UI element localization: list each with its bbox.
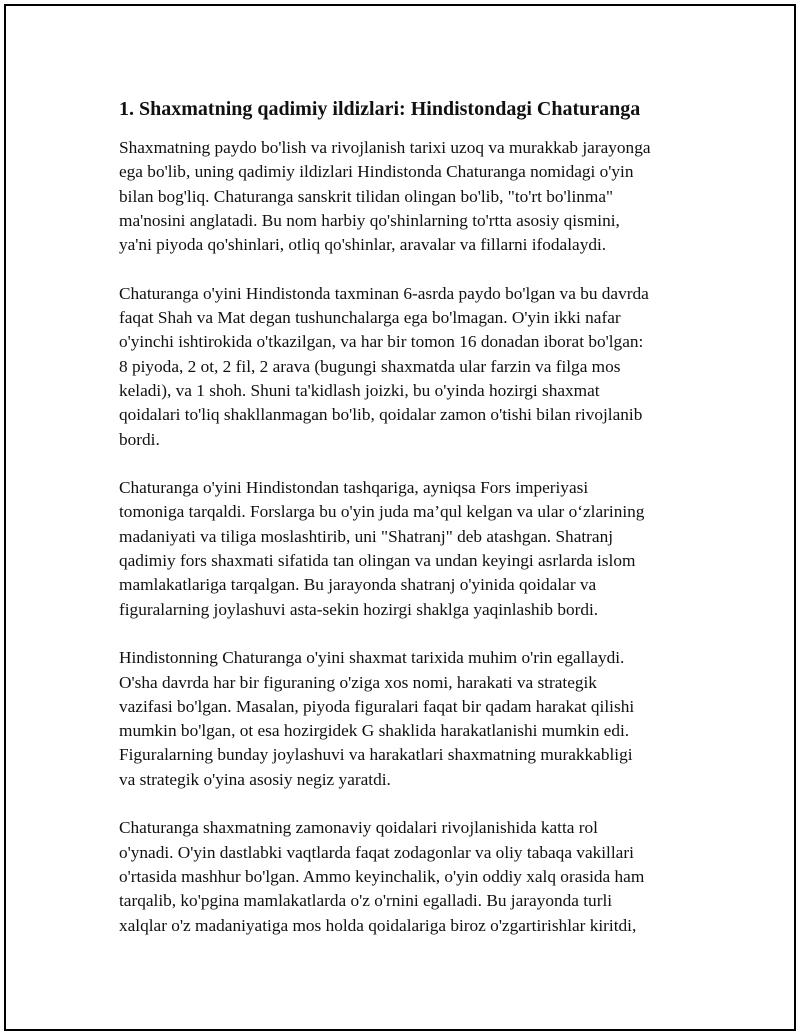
section-heading: 1. Shaxmatning qadimiy ildizlari: Hindistondagi Chaturanga bbox=[119, 98, 641, 120]
text-line: O'sha davrda har bir figuraning o'ziga xos nomi, harakati va strategik bbox=[119, 672, 597, 692]
text-line: Shaxmatning paydo bo'lish va rivojlanish tarixi uzoq va murakkab jarayonga bbox=[119, 138, 651, 157]
text-line: 8 piyoda, 2 ot, 2 fil, 2 arava (bugungi shaxmatda ular farzin va filga mos bbox=[119, 356, 621, 376]
text-line: madaniyati va tiliga moslashtirib, uni "Shatranj" deb atashgan. Shatranj bbox=[119, 526, 614, 546]
text-line: Chaturanga o'yini Hindistondan tashqariga, ayniqsa Fors imperiyasi bbox=[119, 478, 589, 498]
text-line: bordi. bbox=[119, 429, 160, 449]
text-line: xalqlar o'z madaniyatiga mos holda qoidalariga biroz o'zgartirishlar kiritdi, bbox=[119, 915, 637, 935]
paragraph bbox=[119, 282, 687, 452]
text-line: o'yinchi ishtirokida o'tkazilgan, va har bir tomon 16 donadan iborat bo'lgan: bbox=[119, 332, 644, 352]
text-line: o'rtasida mashhur bo'lgan. Ammo keyinchalik, o'yin oddiy xalq orasida ham bbox=[119, 866, 645, 886]
text-line: qadimiy fors shaxmati sifatida tan olingan va undan keyingi asrlarda islom bbox=[119, 551, 636, 571]
page-frame bbox=[4, 4, 796, 1031]
text-line: ya'ni piyoda qo'shinlari, otliq qo'shinlar, aravalar va fillarni ifodalaydi. bbox=[119, 235, 607, 255]
text-line: va strategik o'yina asosiy negiz yaratdi. bbox=[119, 769, 391, 789]
text-line: Hindistonning Chaturanga o'yini shaxmat tarixida muhim o'rin egallaydi. bbox=[119, 648, 625, 668]
text-line: faqat Shah va Mat degan tushunchalarga ega bo'lmagan. O'yin ikki nafar bbox=[119, 308, 621, 328]
text-line: vazifasi bo'lgan. Masalan, piyoda figuralari faqat bir qadam harakat qilishi bbox=[119, 696, 635, 716]
text-line: bilan bog'liq. Chaturanga sanskrit tilidan olingan bo'lib, "to'rt bo'linma" bbox=[119, 186, 614, 206]
text-line: Chaturanga shaxmatning zamonaviy qoidalari rivojlanishida katta rol bbox=[119, 818, 598, 838]
text-line: tarqalib, ko'pgina mamlakatlarda o'z o'rnini egalladi. Bu jarayonda turli bbox=[119, 891, 613, 911]
paragraph bbox=[119, 136, 687, 257]
text-line: o'ynadi. O'yin dastlabki vaqtlarda faqat zodagonlar va oliy tabaqa vakillari bbox=[119, 842, 634, 862]
text-line: Figuralarning bunday joylashuvi va harakatlari shaxmatning murakkabligi bbox=[119, 745, 633, 765]
paragraph-list bbox=[119, 136, 687, 938]
text-line: ega bo'lib, uning qadimiy ildizlari Hindistonda Chaturanga nomidagi o'yin bbox=[119, 162, 634, 182]
paragraph bbox=[119, 816, 687, 937]
document-body bbox=[119, 96, 687, 962]
text-line: figuralarning joylashuvi asta-sekin hozirgi shaklga yaqinlashib bordi. bbox=[119, 599, 599, 619]
paragraph bbox=[119, 646, 687, 792]
text-line: mumkin bo'lgan, ot esa hozirgidek G shaklida harakatlanishi mumkin edi. bbox=[119, 721, 630, 741]
text-line: qoidalari to'liq shakllanmagan bo'lib, qoidalar zamon o'tishi bilan rivojlanib bbox=[119, 405, 643, 425]
text-line: Chaturanga o'yini Hindistonda taxminan 6-asrda paydo bo'lgan va bu davrda bbox=[119, 283, 649, 303]
text-line: ma'nosini anglatadi. Bu nom harbiy qo'shinlarning to'rtta asosiy qismini, bbox=[119, 210, 620, 230]
text-line: tomoniga tarqaldi. Forslarga bu o'yin juda ma’qul kelgan va ular o‘zlarining bbox=[119, 502, 645, 522]
paragraph bbox=[119, 476, 687, 622]
text-line: keladi), va 1 shoh. Shuni ta'kidlash joizki, bu o'yinda hozirgi shaxmat bbox=[119, 380, 600, 400]
text-line: mamlakatlariga tarqalgan. Bu jarayonda shatranj o'yinida qoidalar va bbox=[119, 575, 597, 595]
